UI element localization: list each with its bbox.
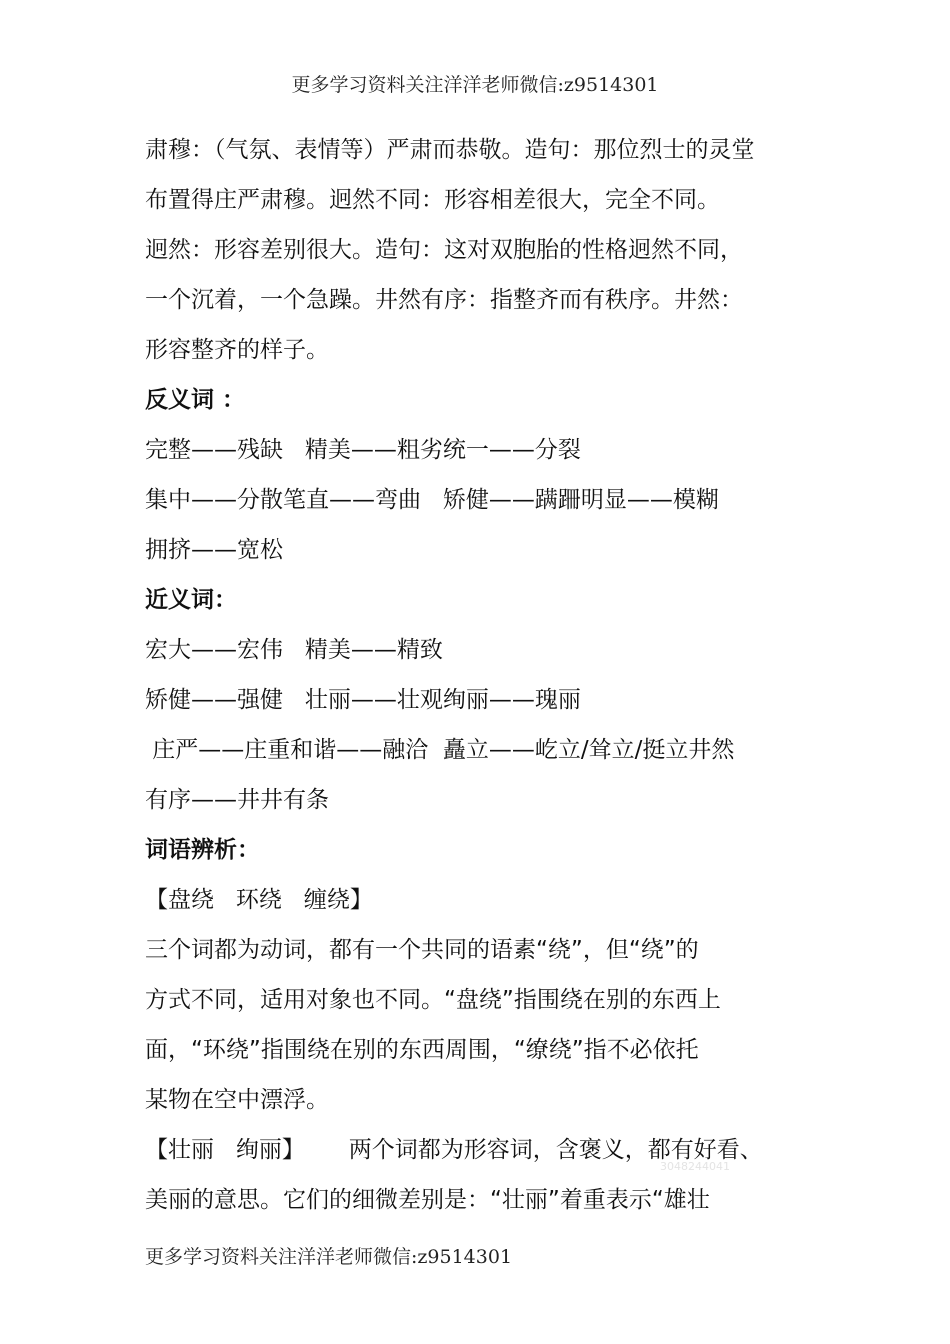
text-line: 拥挤——宽松	[145, 537, 283, 563]
text-line: 集中——分散笔直——弯曲 矫健——蹒跚明显——模糊	[145, 487, 719, 513]
text-line: 形容整齐的样子。	[145, 337, 329, 363]
text-line: 方式不同，适用对象也不同。“盘绕”指围绕在别的东西上	[145, 987, 721, 1013]
section-heading: 反义词 ：	[145, 387, 246, 413]
text-line: 【壮丽 绚丽】 两个词都为形容词，含褒义，都有好看、	[145, 1137, 763, 1163]
document-body	[145, 128, 825, 1228]
text-line: 美丽的意思。它们的细微差别是：“壮丽”着重表示“雄壮	[145, 1187, 710, 1213]
page-footer: 更多学习资料关注洋洋老师微信:z9514301	[145, 1246, 513, 1268]
section-heading: 词语辨析：	[145, 837, 260, 863]
text-line: 迥然：形容差别很大。造句：这对双胞胎的性格迥然不同，	[145, 237, 743, 263]
text-line: 宏大——宏伟 精美——精致	[145, 637, 443, 663]
text-line: 完整——残缺 精美——粗劣统一——分裂	[145, 437, 581, 463]
text-line: 矫健——强健 壮丽——壮观绚丽——瑰丽	[145, 687, 581, 713]
page-header: 更多学习资料关注洋洋老师微信:z9514301	[291, 74, 659, 96]
text-line: 庄严——庄重和谐——融洽 矗立——屹立/耸立/挺立井然	[145, 737, 735, 763]
text-line: 有序——井井有条	[145, 787, 329, 813]
watermark: 3048244041	[660, 1160, 730, 1173]
text-line: 布置得庄严肃穆。迥然不同：形容相差很大，完全不同。	[145, 187, 720, 213]
text-line: 肃穆：（气氛、表情等）严肃而恭敬。造句：那位烈士的灵堂	[145, 137, 755, 163]
text-line: 一个沉着，一个急躁。井然有序：指整齐而有秩序。井然：	[145, 287, 743, 313]
section-heading: 近义词：	[145, 587, 237, 613]
text-line: 三个词都为动词，都有一个共同的语素“绕”，但“绕”的	[145, 937, 699, 963]
text-line: 面，“环绕”指围绕在别的东西周围，“缭绕”指不必依托	[145, 1037, 699, 1063]
text-line: 【盘绕 环绕 缠绕】	[145, 887, 373, 913]
text-line: 某物在空中漂浮。	[145, 1087, 329, 1113]
